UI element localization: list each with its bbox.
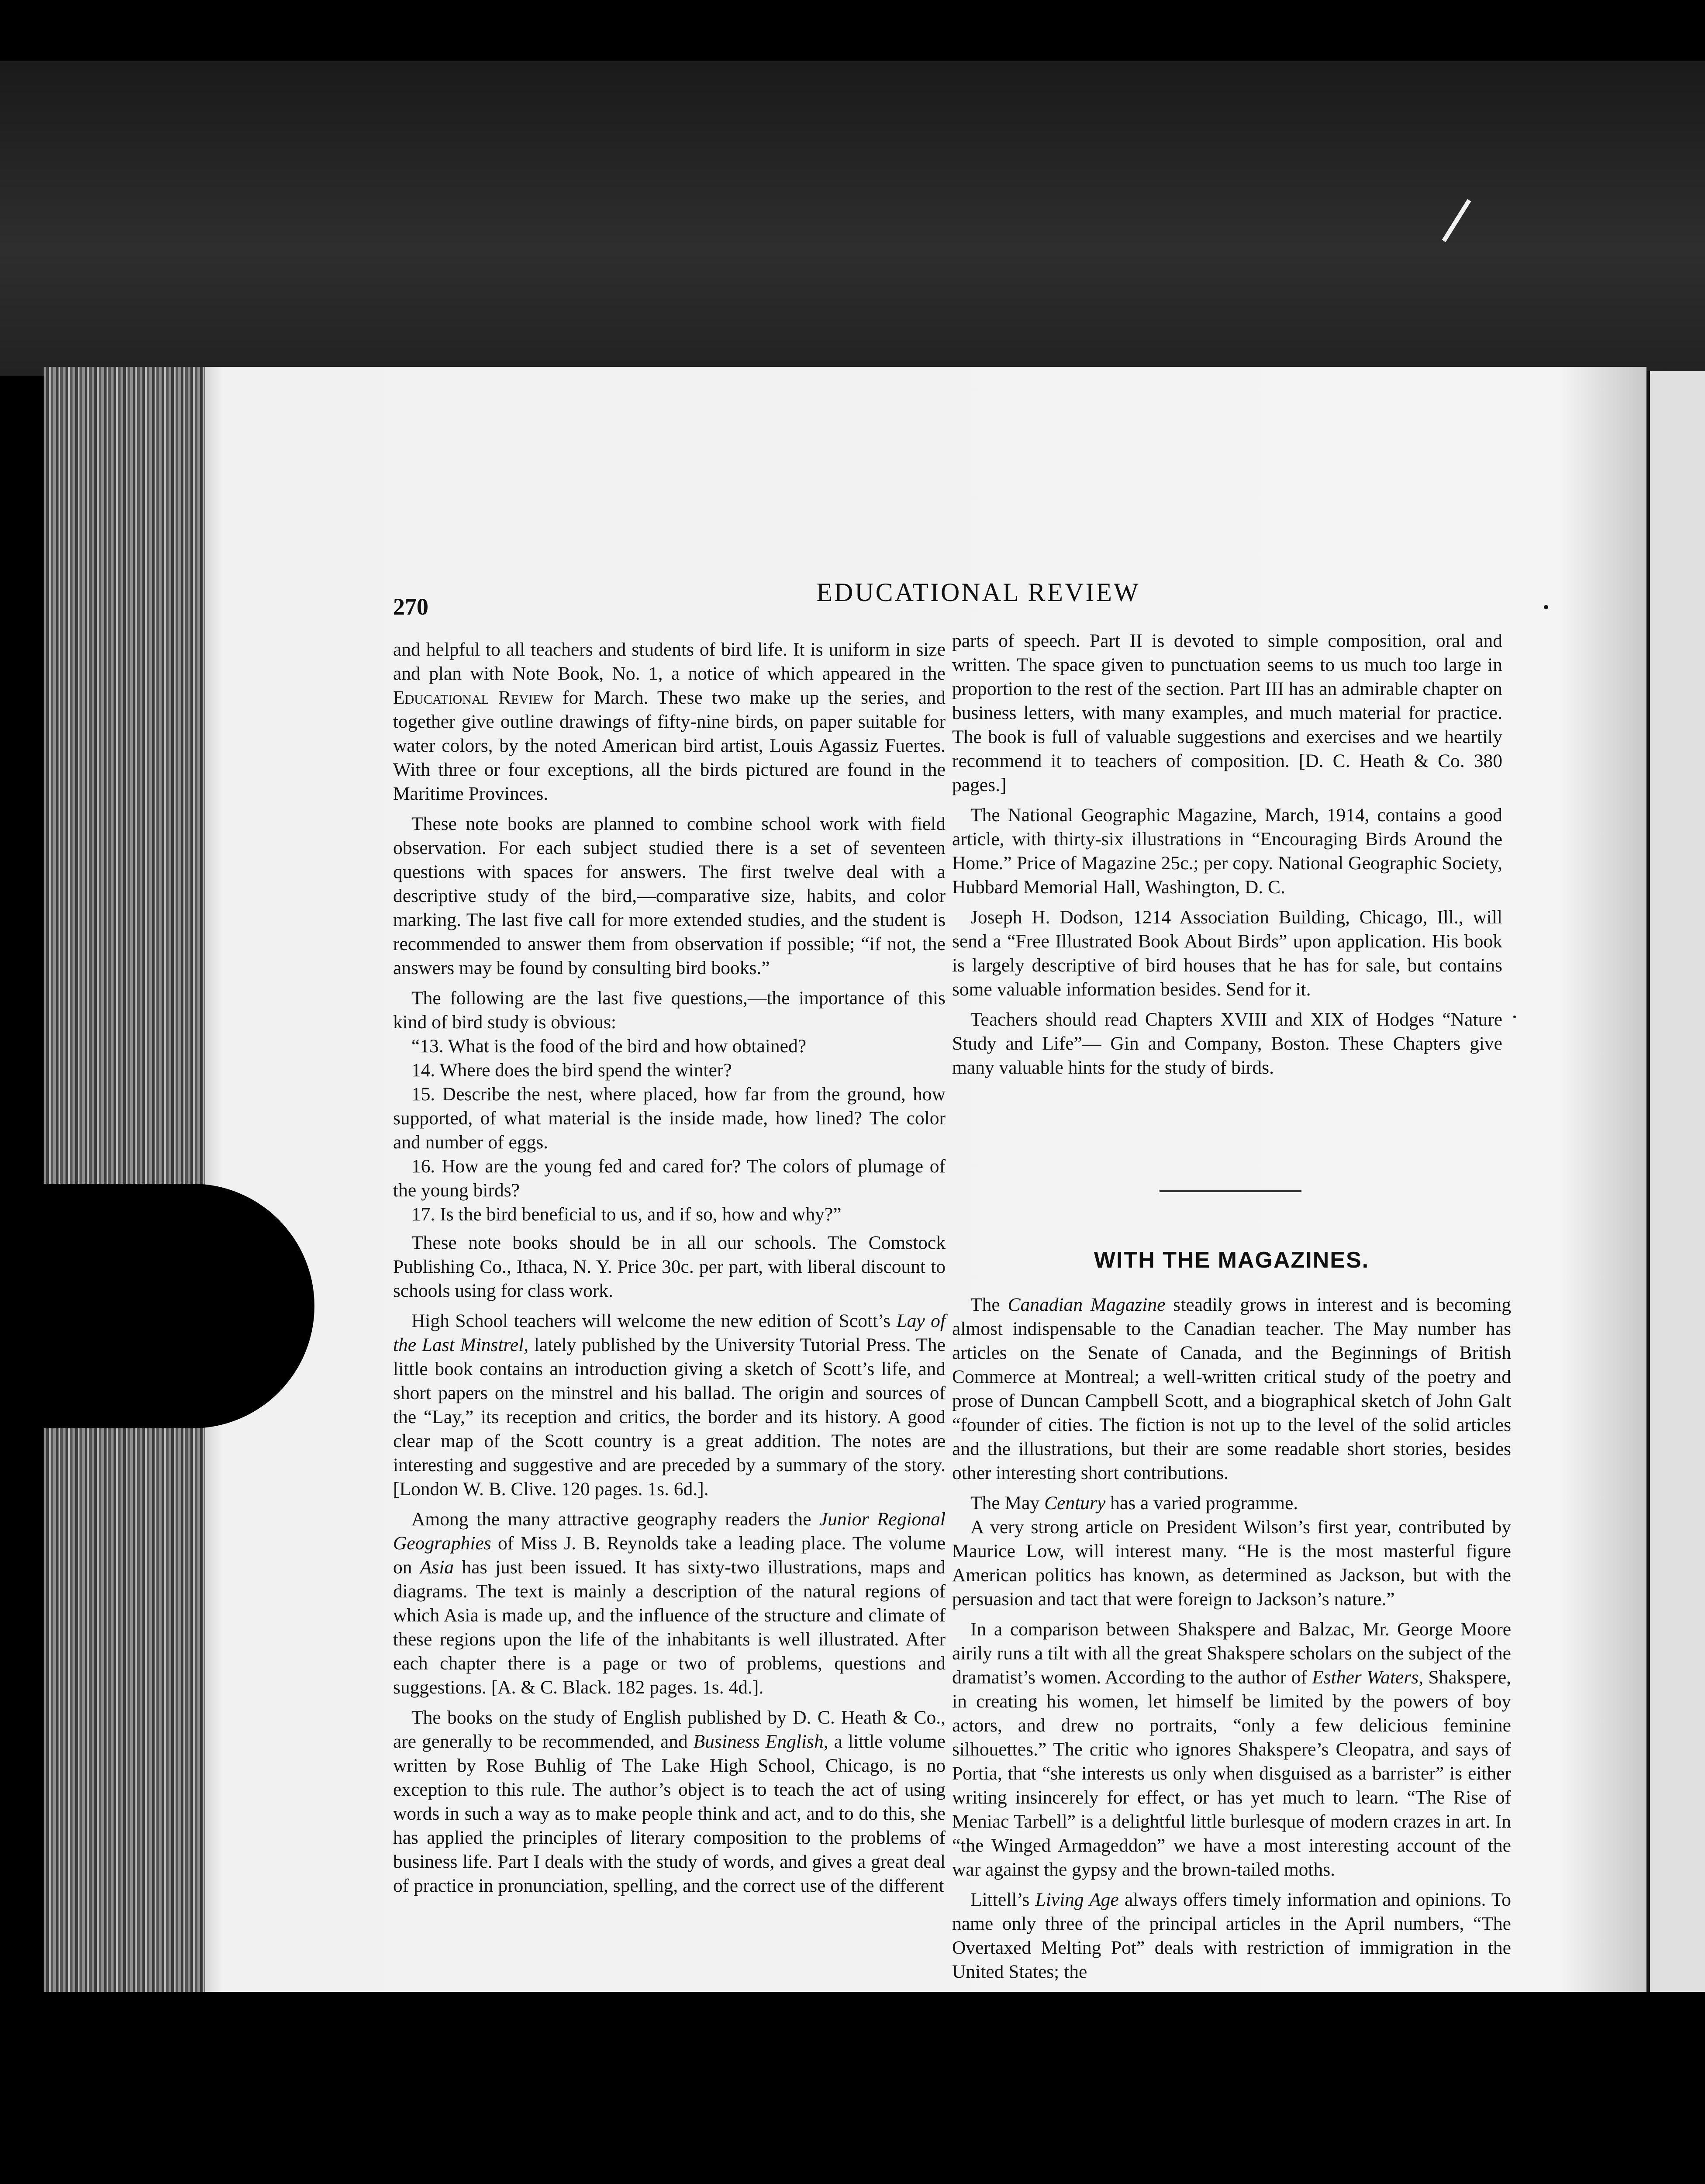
right-column	[952, 629, 1502, 1086]
facing-page-edge	[1646, 371, 1705, 1992]
paragraph: These note books are planned to combine school work with field observation. For each subject studied there is a set of seventeen questions with spaces for answers. The first twelve deal with a descriptive study of the bird,—comparative size, habits, and color marking. The last five call for more extended studies, and the student is recommended to answer them from observation if possible; “if not, the answers may be found by consulting bird books.”	[393, 813, 946, 978]
paragraph: High School teachers will welcome the new edition of Scott’s Lay of the Last Minstrel, lately published by the University Tutorial Press. The little book contains an introduction giving a sketch of Scott’s life, and short papers on the minstrel and his ballad. The origin and sources of the “Lay,” its reception and critics, the border and its history. A good clear map of the Scott country is a great addition. The notes are interesting and suggestive and are preceded by a summary of the story. [London W. B. Clive. 120 pages. 1s. 6d.].	[393, 1310, 946, 1500]
paragraph: The following are the last five questions,—the importance of this kind of bird study is obvious:	[393, 988, 946, 1033]
speck	[1544, 605, 1548, 609]
paragraph: A very strong article on President Wilson’s first year, contributed by Maurice Low, will interest many. “He is the most masterful figure American politics has known, as determined as Jackson, but with the persuasion and tact that were foreign to Jackson’s nature.”	[952, 1517, 1511, 1610]
paragraph: The May Century has a varied programme.	[970, 1493, 1298, 1514]
scanner-background	[0, 61, 1705, 376]
question-14: 14. Where does the bird spend the winter?	[411, 1060, 732, 1081]
magazines-column	[952, 1293, 1511, 1990]
thumb-shadow	[0, 1184, 314, 1428]
page-number: 270	[393, 594, 428, 620]
section-divider	[1160, 1190, 1301, 1192]
paragraph: Littell’s Living Age always offers timely information and opinions. To name only three of the principal articles in the April numbers, “The Overtaxed Melting Pot” deals with restriction of immigration in the United States; the	[952, 1889, 1512, 1982]
paragraph: parts of speech. Part II is devoted to simple composition, oral and written. The space given to punctuation seems to us much too large in proportion to the rest of the section. Part III has an admirable chapter on business letters, with many examples, and much material for practice. The book is full of valuable suggestions and exercises and we heartily recommend it to teachers of composition. [D. C. Heath & Co. 380 pages.]	[952, 630, 1502, 795]
paragraph: and helpful to all teachers and students of bird life. It is uniform in size and plan with Note Book, No. 1, a notice of which appeared in the Educational Review for March. These two make up the series, and together give outline drawings of fifty-nine birds, on paper suitable for water colors, by the noted American bird artist, Louis Agassiz Fuertes. With three or four exceptions, all the birds pictured are found in the Maritime Provinces.	[393, 639, 946, 804]
speck	[1513, 1016, 1516, 1018]
section-heading: WITH THE MAGAZINES.	[1094, 1248, 1370, 1273]
paragraph: The Canadian Magazine steadily grows in interest and is becoming almost indispensable to the Canadian teacher. The May number has articles on the Senate of Canada, and the Beginnings of British Commerce at Montreal; a well-written critical study of the poetry and prose of Duncan Campbell Scott, and a biographical sketch of John Galt “founder of cities. The fiction is not up to the level of the solid articles and the illustrations, but their are some readable short stories, besides other interesting short contributions.	[952, 1294, 1512, 1483]
question-16: 16. How are the young fed and cared for? The colors of plumage of the young birds?	[393, 1156, 946, 1201]
paragraph: These note books should be in all our schools. The Comstock Publishing Co., Ithaca, N. Y. Price 30c. per part, with liberal discount to schools using for class work.	[393, 1232, 946, 1301]
paragraph: In a comparison between Shakspere and Balzac, Mr. George Moore airily runs a tilt with all the great Shakspere scholars on the subject of the dramatist’s women. According to the author of Esther Waters, Shakspere, in creating his women, let himself be limited by the powers of boy actors, and drew no portraits, “only a few delicious feminine silhouettes.” The critic who ignores Shakspere’s Cleopatra, and says of Portia, that “she interests us only when disguised as a barrister” is either writing insincerely for effect, or has yet much to learn. “The Rise of Meniac Tarbell” is a delightful little burlesque of modern crazes in art. In “the Winged Armageddon” we have a most interesting account of the war against the gypsy and the brown-tailed moths.	[952, 1619, 1512, 1880]
paragraph: Teachers should read Chapters XVIII and XIX of Hodges “Nature Study and Life”— Gin and Company, Boston. These Chapters give many valuable hints for the study of birds.	[952, 1009, 1502, 1078]
paragraph: The National Geographic Magazine, March, 1914, contains a good article, with thirty-six illustrations in “Encouraging Birds Around the Home.” Price of Magazine 25c.; per copy. National Geographic Society, Hubbard Memorial Hall, Washington, D. C.	[952, 805, 1502, 898]
question-17: 17. Is the bird beneficial to us, and if so, how and why?”	[411, 1204, 842, 1225]
question-13: “13. What is the food of the bird and how obtained?	[411, 1036, 807, 1057]
left-column	[393, 638, 946, 1904]
book-page-edges	[44, 367, 210, 1992]
paragraph: Among the many attractive geography readers the Junior Regional Geographies of Miss J. B. Reynolds take a leading place. The volume on Asia has just been issued. It has sixty-two illustrations, maps and diagrams. The text is mainly a description of the natural regions of which Asia is made up, and the influence of the structure and climate of these regions upon the life of the inhabitants is well illustrated. After each chapter there is a page or two of problems, questions and suggestions. [A. & C. Black. 182 pages. 1s. 4d.].	[393, 1509, 946, 1698]
running-head: EDUCATIONAL REVIEW	[816, 578, 1140, 607]
question-15: 15. Describe the nest, where placed, how far from the ground, how supported, of what material is the inside made, how lined? The color and number of eggs.	[393, 1084, 946, 1153]
paragraph: Joseph H. Dodson, 1214 Association Building, Chicago, Ill., will send a “Free Illustrated Book About Birds” upon application. His book is largely descriptive of bird houses that he has for sale, but contains some valuable information besides. Send for it.	[952, 907, 1502, 1000]
paragraph: The books on the study of English published by D. C. Heath & Co., are generally to be recommended, and Business English, a little volume written by Rose Buhlig of The Lake High School, Chicago, is no exception to this rule. The author’s object is to teach the act of using words in such a way as to make people think and act, and to do this, she has applied the principles of literary composition to the problems of business life. Part I deals with the study of words, and gives a great deal of practice in pronunciation, spelling, and the correct use of the different	[393, 1707, 946, 1896]
